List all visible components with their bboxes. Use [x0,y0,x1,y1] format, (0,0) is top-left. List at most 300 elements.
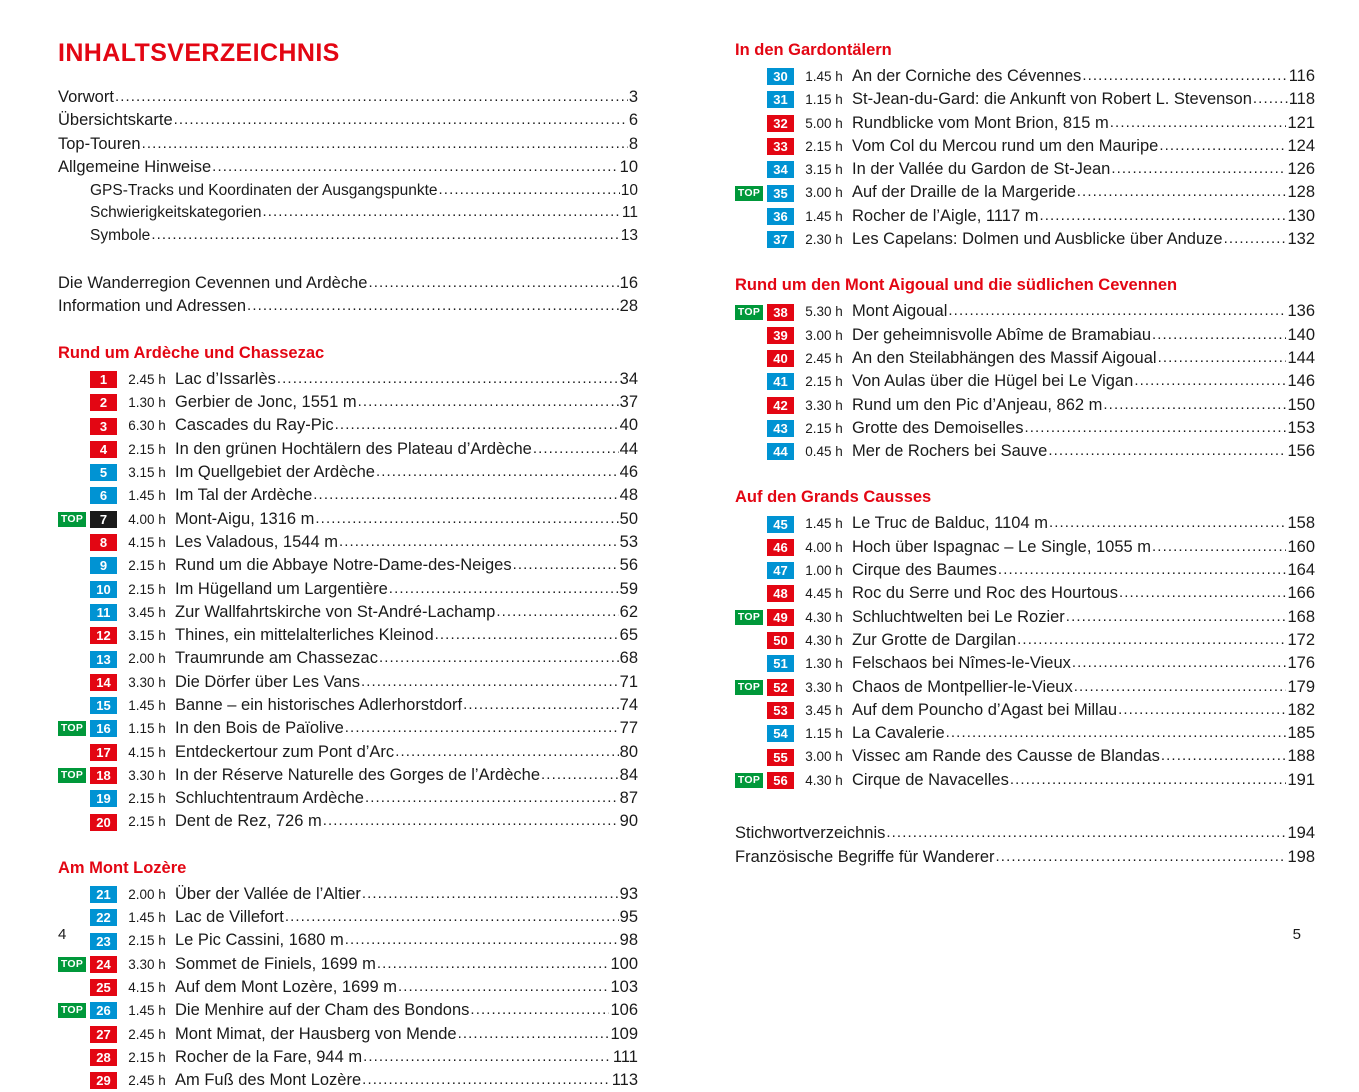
tour-entry[interactable] [735,722,1315,745]
tour-duration: 5.00 h [805,115,843,131]
leader-dots [1103,393,1286,416]
tour-entry[interactable] [58,694,638,717]
top-tour-badge-placeholder [735,209,763,224]
toc-entry-page: 16 [619,273,638,292]
leader-dots [1119,581,1286,604]
tour-title: Mont-Aigu, 1316 m [175,509,315,528]
tour-entry[interactable] [735,228,1315,251]
tour-title: Traumrunde am Chassezac [175,649,378,668]
top-tour-badge-placeholder [58,887,86,902]
top-tour-badge-placeholder [58,652,86,667]
tour-number: 49 [767,609,794,626]
tour-page: 168 [1287,607,1315,626]
tour-page: 109 [610,1024,638,1043]
tour-title: Der geheimnisvolle Abîme de Bramabiau [852,325,1151,344]
tour-title: Schluchtwelten bei Le Rozier [852,607,1065,626]
tour-entry[interactable] [58,906,638,929]
tour-page: 116 [1288,67,1315,85]
leader-dots [463,693,619,716]
top-tour-badge-placeholder [735,421,763,436]
tour-number: 51 [767,655,794,672]
tour-duration: 0.45 h [805,444,843,460]
top-tour-badge-placeholder [58,1073,86,1088]
tour-entry[interactable] [58,999,638,1022]
toc-entry-page: 194 [1287,824,1315,843]
tour-duration: 2.30 h [805,232,843,248]
top-tour-badge: TOP [735,680,763,695]
leader-dots [948,299,1286,322]
leader-dots [458,1022,610,1045]
tour-entry[interactable] [58,414,638,437]
tour-entry[interactable] [58,624,638,647]
toc-entry-label: Stichwortverzeichnis [735,824,886,843]
tour-title: Die Menhire auf der Cham des Bondons [175,1001,470,1020]
leader-dots [379,646,619,669]
tour-number: 10 [90,581,117,598]
tour-duration: 3.30 h [128,767,166,783]
top-tour-badge-placeholder [735,750,763,765]
tour-number: 15 [90,697,117,714]
tour-entry[interactable] [735,181,1315,204]
tour-page: 164 [1287,561,1315,580]
leader-dots [996,846,1287,869]
top-tour-badge-placeholder [58,791,86,806]
tour-title: Auf der Draille de la Margeride [852,183,1076,202]
tour-page: 53 [619,532,638,551]
tour-title: Am Fuß des Mont Lozère [175,1071,362,1090]
leader-dots [323,809,619,832]
tour-duration: 2.15 h [128,791,166,807]
tour-duration: 1.15 h [805,92,843,108]
tour-duration: 2.45 h [128,371,166,387]
top-tour-badge-placeholder [58,745,86,760]
tour-entry[interactable] [735,88,1315,111]
page-title: INHALTSVERZEICHNIS [58,39,340,67]
section-heading: In den Gardontälern [735,41,892,59]
toc-entry[interactable] [58,202,638,225]
leader-dots [362,1068,611,1091]
toc-entry-label: Vorwort [58,87,114,106]
tour-entry[interactable] [58,531,638,554]
top-tour-badge: TOP [735,773,763,788]
tour-title: Rocher de l’Aigle, 1117 m [852,206,1039,225]
tour-entry[interactable] [58,810,638,833]
tour-title: Im Hügelland um Largentière [175,579,388,598]
tour-page: 132 [1287,230,1315,249]
tour-entry[interactable] [58,1046,638,1069]
tour-title: An den Steilabhängen des Massif Aigoual [852,348,1157,367]
tour-duration: 4.30 h [805,632,843,648]
tour-page: 158 [1287,514,1315,533]
top-tour-badge-placeholder [735,656,763,671]
tour-number: 19 [90,790,117,807]
tour-page: 62 [619,602,638,621]
toc-entry[interactable] [58,133,638,157]
top-tour-badge-placeholder [735,328,763,343]
toc-entry[interactable] [735,822,1315,846]
tour-number: 25 [90,979,117,996]
tour-entry[interactable] [58,953,638,976]
leader-dots [1072,651,1287,674]
tour-entry[interactable] [58,368,638,391]
tour-title: Roc du Serre und Roc des Hourtous [852,584,1118,603]
tour-title: In den Bois de Païolive [175,719,344,738]
tour-page: 59 [619,579,638,598]
tour-title: Le Pic Cassini, 1680 m [175,931,344,950]
tour-page: 90 [619,812,638,831]
tour-page: 126 [1287,160,1315,179]
left-column [58,40,638,1092]
tour-page: 50 [619,509,638,528]
tour-page: 140 [1287,325,1315,344]
tour-duration: 2.15 h [805,374,843,390]
leader-dots [363,1045,612,1068]
tour-duration: 4.30 h [805,772,843,788]
tour-title: Dent de Rez, 726 m [175,812,322,831]
tour-entry[interactable] [58,1069,638,1092]
tour-duration: 1.45 h [805,516,843,532]
top-tour-badge-placeholder [58,465,86,480]
tour-title: Schluchtentraum Ardèche [175,789,364,808]
tour-page: 48 [619,486,638,505]
tour-duration: 3.15 h [128,628,166,644]
tour-page: 98 [619,931,638,950]
top-tour-badge-placeholder [735,374,763,389]
tour-entry[interactable] [58,929,638,952]
tour-title: Mont Mimat, der Hausberg von Mende [175,1024,457,1043]
tour-duration: 2.15 h [128,581,166,597]
leader-dots [1111,157,1286,180]
tour-title: Zur Grotte de Dargilan [852,630,1017,649]
top-tour-badge: TOP [58,721,86,736]
leader-dots [1158,346,1287,369]
tour-duration: 3.30 h [805,679,843,695]
tour-duration: 2.45 h [805,350,843,366]
tour-number: 6 [90,487,117,504]
tour-entry[interactable] [735,699,1315,722]
tour-title: Entdeckertour zum Pont d’Arc [175,742,395,761]
tour-entry[interactable] [58,461,638,484]
top-tour-badge-placeholder [735,444,763,459]
tour-duration: 3.30 h [128,674,166,690]
top-tour-badge-placeholder [735,586,763,601]
tour-title: Gerbier de Jonc, 1551 m [175,393,357,412]
toc-entry[interactable] [58,180,638,203]
leader-dots [541,763,619,786]
tour-title: Mont Aigoual [852,302,948,321]
top-tour-badge: TOP [735,305,763,320]
tour-title: Le Truc de Balduc, 1104 m [852,514,1048,533]
tour-entry[interactable] [735,440,1315,463]
tour-number: 36 [767,208,794,225]
tour-duration: 2.00 h [128,886,166,902]
leader-dots [1010,768,1287,791]
tour-number: 24 [90,956,117,973]
tour-entry[interactable] [58,883,638,906]
tour-title: Im Tal der Ardèche [175,486,313,505]
leader-dots [1110,111,1287,134]
tour-entry[interactable] [735,512,1315,535]
tour-page: 121 [1287,113,1315,132]
tour-number: 22 [90,909,117,926]
tour-entry[interactable] [735,652,1315,675]
tour-page: 160 [1287,537,1315,556]
tour-entry[interactable] [735,300,1315,323]
tour-title: Über der Vallée de l’Altier [175,884,361,903]
leader-dots [1017,628,1286,651]
leader-dots [339,530,619,553]
top-tour-badge-placeholder [58,1027,86,1042]
leader-dots [398,975,610,998]
tour-entry[interactable] [735,394,1315,417]
tour-title: Mer de Rochers bei Sauve [852,442,1048,461]
tour-page: 172 [1287,630,1315,649]
leader-dots [1224,227,1287,250]
top-tour-badge-placeholder [735,517,763,532]
leader-dots [345,716,619,739]
tour-entry[interactable] [58,391,638,414]
tour-duration: 2.15 h [128,558,166,574]
tour-duration: 1.45 h [805,208,843,224]
tour-title: La Cavalerie [852,724,945,743]
tour-number: 5 [90,464,117,481]
tour-title: Auf dem Pouncho d’Agast bei Millau [852,700,1118,719]
top-tour-badge-placeholder [735,563,763,578]
tour-entry[interactable] [735,65,1315,88]
tour-entry[interactable] [735,135,1315,158]
tour-entry[interactable] [735,536,1315,559]
tour-title: Lac de Villefort [175,908,284,927]
tour-duration: 5.30 h [805,304,843,320]
tour-number: 16 [90,720,117,737]
tour-page: 44 [619,439,638,458]
tour-number: 28 [90,1049,117,1066]
tour-entry[interactable] [58,508,638,531]
tour-duration: 2.00 h [128,651,166,667]
tour-page: 136 [1287,302,1315,321]
tour-title: Die Dörfer über Les Vans [175,672,360,691]
tour-entry[interactable] [58,578,638,601]
leader-dots [1074,675,1287,698]
tour-entry[interactable] [735,559,1315,582]
section-heading: Rund um Ardèche und Chassezac [58,343,325,362]
tour-duration: 3.45 h [128,604,166,620]
tour-number: 17 [90,744,117,761]
tour-entry[interactable] [58,1023,638,1046]
tour-page: 179 [1287,677,1315,696]
tour-number: 2 [90,394,117,411]
top-tour-badge-placeholder [58,442,86,457]
tour-entry[interactable] [58,438,638,461]
leader-dots [470,998,609,1021]
tour-number: 55 [767,749,794,766]
tour-number: 18 [90,767,117,784]
leader-dots [285,905,619,928]
leader-dots [345,928,619,951]
tour-page: 146 [1287,372,1315,391]
tour-title: Zur Wallfahrtskirche von St-André-Lachamp [175,602,496,621]
leader-dots [115,86,628,109]
tour-entry[interactable] [58,976,638,999]
leader-dots [513,553,619,576]
tour-number: 26 [90,1002,117,1019]
tour-duration: 1.45 h [128,698,166,713]
tour-entry[interactable] [58,484,638,507]
toc-entry[interactable] [58,295,638,319]
tour-page: 188 [1287,747,1315,766]
tour-page: 84 [619,765,638,784]
leader-dots [886,822,1286,845]
top-tour-badge-placeholder [58,558,86,573]
toc-entry-page: 11 [621,204,638,222]
toc-entry[interactable] [58,86,638,110]
toc-entry-label: Schwierigkeitskategorien [90,204,262,222]
tour-entry[interactable] [58,671,638,694]
leader-dots [1118,698,1286,721]
tour-page: 185 [1287,724,1315,743]
tour-title: Les Valadous, 1544 m [175,532,338,551]
tour-entry[interactable] [735,606,1315,629]
section-heading: Rund um den Mont Aigoual und die südlichen Cevennen [735,276,1178,295]
tour-entry[interactable] [735,769,1315,792]
toc-entry-label: GPS-Tracks und Koordinaten der Ausgangspunkte [90,181,438,199]
tour-entry[interactable] [735,205,1315,228]
tour-entry[interactable] [58,647,638,670]
top-tour-badge: TOP [58,768,86,783]
tour-entry[interactable] [735,324,1315,347]
top-tour-badge-placeholder [58,395,86,410]
leader-dots [1159,134,1286,157]
tour-page: 106 [610,1001,638,1020]
toc-entry[interactable] [58,225,638,248]
tour-title: Vom Col du Mercou rund um den Mauripe [852,136,1159,155]
tour-entry[interactable] [735,417,1315,440]
tour-number: 31 [767,91,794,108]
tour-title: Sommet de Finiels, 1699 m [175,954,376,973]
tour-page: 111 [612,1047,638,1066]
tour-number: 7 [90,511,117,528]
tour-page: 74 [619,696,638,714]
tour-title: Rund um die Abbaye Notre-Dame-des-Neiges [175,556,512,575]
tour-duration: 1.45 h [128,910,166,926]
leader-dots [376,460,619,483]
tour-number: 8 [90,534,117,551]
tour-page: 118 [1288,90,1315,109]
tour-title: Thines, ein mittelalterliches Kleinod [175,626,434,645]
tour-number: 29 [90,1072,117,1089]
top-tour-badge-placeholder [735,139,763,154]
tour-title: Hoch über Ispagnac – Le Single, 1055 m [852,537,1152,556]
tour-entry[interactable] [58,601,638,624]
tour-number: 56 [767,772,794,789]
tour-title: Grotte des Demoiselles [852,418,1024,437]
tour-title: Vissec am Rande des Causse de Blandas [852,747,1160,766]
toc-entry-label: Information und Adressen [58,297,247,316]
leader-dots [377,952,610,975]
tour-duration: 1.45 h [128,1003,166,1019]
top-tour-badge-placeholder [58,605,86,620]
leader-dots [1048,439,1286,462]
tour-title: Lac d’Issarlès [175,369,276,388]
tour-page: 144 [1287,348,1315,367]
front-matter-list-2 [58,272,638,319]
leader-dots [1077,180,1287,203]
tour-entry[interactable] [735,676,1315,699]
toc-entry[interactable] [58,272,638,296]
tour-entry[interactable] [735,629,1315,652]
leader-dots [1040,204,1287,227]
tour-duration: 1.45 h [128,488,166,504]
tour-duration: 2.15 h [128,933,166,949]
tour-entry[interactable] [735,370,1315,393]
leader-dots [1152,535,1286,558]
tour-entry[interactable] [58,717,638,740]
tour-entry[interactable] [735,112,1315,135]
folio-right: 5 [1292,926,1301,943]
tour-page: 113 [611,1071,638,1090]
tour-entry[interactable] [58,787,638,810]
sections-right [735,40,1315,792]
leader-dots [361,670,619,693]
tour-entry[interactable] [58,554,638,577]
tour-duration: 4.45 h [805,586,843,602]
top-tour-badge-placeholder [735,726,763,741]
toc-entry[interactable] [735,846,1315,870]
tour-title: Rund um den Pic d’Anjeau, 862 m [852,395,1103,414]
tour-duration: 3.15 h [805,162,843,178]
tour-entry[interactable] [735,158,1315,181]
tour-page: 37 [619,393,638,412]
leader-dots [315,507,618,530]
tour-title: Rocher de la Fare, 944 m [175,1047,363,1066]
top-tour-badge-placeholder [58,910,86,925]
toc-entry-page: 6 [628,111,638,130]
top-tour-badge-placeholder [735,232,763,247]
leader-dots [174,109,628,132]
top-tour-badge-placeholder [735,540,763,555]
tour-entry[interactable] [58,764,638,787]
tour-number: 30 [767,68,794,85]
tour-entry[interactable] [735,347,1315,370]
tour-number: 52 [767,679,794,696]
tour-page: 46 [619,463,638,482]
toc-entry[interactable] [58,156,638,180]
leader-dots [358,390,619,413]
leader-dots [1134,369,1286,392]
leader-dots [247,295,619,318]
tour-number: 20 [90,814,117,831]
tour-duration: 3.15 h [128,465,166,481]
tour-page: 95 [619,908,638,927]
leader-dots [262,201,620,224]
tour-entry[interactable] [735,745,1315,768]
tour-number: 13 [90,651,117,668]
top-tour-badge-placeholder [58,582,86,597]
tour-duration: 4.15 h [128,979,166,995]
leader-dots [395,740,618,763]
top-tour-badge: TOP [58,512,86,527]
toc-entry[interactable] [58,109,638,133]
leader-dots [1025,416,1287,439]
tour-entry[interactable] [735,582,1315,605]
leader-dots [277,367,619,390]
toc-entry-label: Allgemeine Hinweise [58,158,212,177]
tour-duration: 6.30 h [128,418,166,434]
tour-number: 11 [90,604,117,621]
tour-entry[interactable] [58,741,638,764]
tour-duration: 3.00 h [805,327,843,343]
tour-title: Rundblicke vom Mont Brion, 815 m [852,113,1109,132]
